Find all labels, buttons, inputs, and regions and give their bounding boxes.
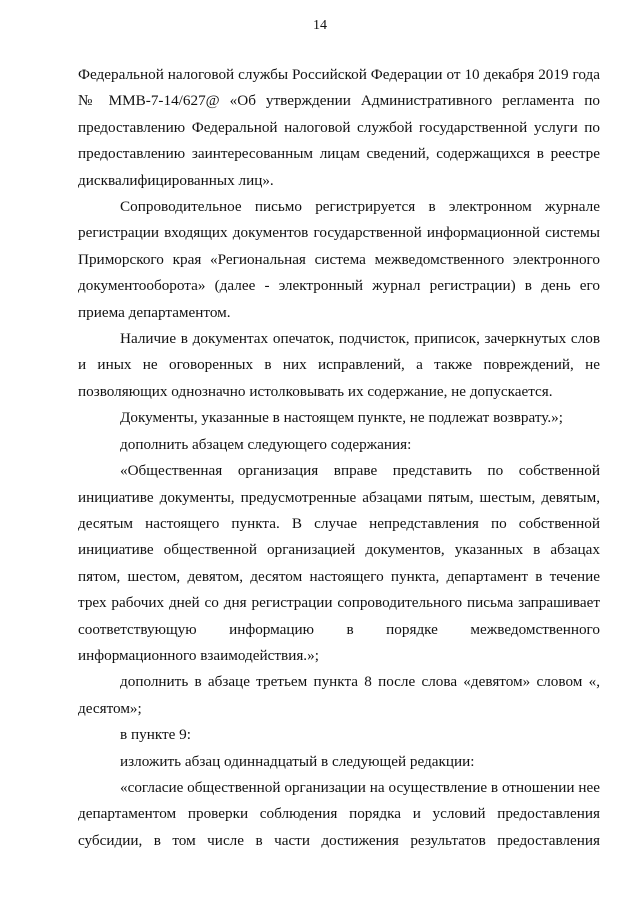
paragraph-consent: «согласие общественной организации на осуществление в отношении нее департаментом проверки соблюдения порядка и условий предоставления субсидии, в том числе в части достижения результатов предоставления xyxy=(78,778,600,849)
paragraph-cover-letter: Сопроводительное письмо регистрируется в электронном журнале регистрации входящих документов государственной информационной системы Приморского края «Региональная система межведомственного электронного документооборота» (далее - электронный журнал регистрации) в день его приема департаментом. xyxy=(78,198,600,321)
paragraph-typos: Наличие в документах опечаток, подчисток, приписок, зачеркнутых слов и иных не оговоренных в них исправлений, а также повреждений, не позволяющих однозначно истолковывать их содержание, не допускается. xyxy=(78,330,600,400)
paragraph-point-9: в пункте 9: xyxy=(120,726,191,744)
paragraph-public-organization: «Общественная организация вправе представить по собственной инициативе документы, предусмотренные абзацами пятым, шестым, девятым, десятым настоящего пункта. В случае непредставления по собственной инициативе общественной организацией документов, указанных в абзацах пятом, шестом, девятом, десятом настоящего пункта, департамент в течение трех рабочих дней со дня регистрации сопроводительного письма запрашивает соответствующую информацию в порядке межведомственного информационного взаимодействия.»; xyxy=(78,462,600,664)
paragraph-point-8: дополнить в абзаце третьем пункта 8 после слова «девятом» словом «, десятом»; xyxy=(78,673,600,717)
paragraph-supplement-intro: дополнить абзацем следующего содержания: xyxy=(120,435,412,453)
paragraph-eleventh: изложить абзац одиннадцатый в следующей редакции: xyxy=(120,752,475,770)
paragraph-no-return: Документы, указанные в настоящем пункте, не подлежат возврату.»; xyxy=(120,409,563,427)
document-body xyxy=(78,62,600,854)
page-number: 14 xyxy=(313,18,327,33)
paragraph-continuation: Федеральной налоговой службы Российской Федерации от 10 декабря 2019 года № ММВ-7-14/627@ «Об утверждении Административного регламента по предоставлению Федеральной налоговой службой государственной услуги по предоставлению заинтересованным лицам сведений, содержащихся в реестре дисквалифицированных лиц». xyxy=(78,66,600,189)
